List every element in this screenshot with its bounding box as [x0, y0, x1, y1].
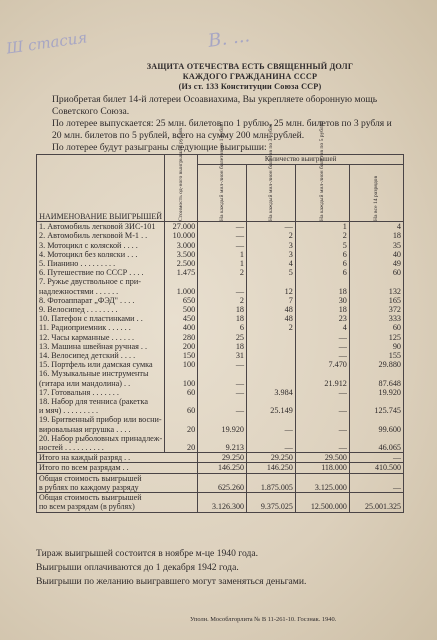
count-3rub-cell [247, 351, 296, 360]
count-1rub-cell: — [198, 287, 247, 296]
prize-name-cell: 13. Машина швейная ручная . . [37, 342, 165, 351]
count-1rub-cell: 18 [198, 305, 247, 314]
col-header-count: Количество выигрышей [198, 155, 404, 165]
prize-row [37, 259, 404, 268]
count-all-cell: 99.600 [349, 425, 403, 434]
prize-cost-cell: 27.000 [165, 222, 198, 232]
count-3rub-cell: — [247, 425, 296, 434]
count-all-cell: 125.745 [349, 406, 403, 415]
summary-label-line: в рублях по каждому разряду [39, 482, 139, 492]
summary-cell: — [349, 453, 403, 463]
count-all-cell [349, 369, 403, 378]
count-all-cell: 49 [349, 259, 403, 268]
prize-cost-cell: 20 [165, 425, 198, 434]
count-1rub-cell: — [198, 241, 247, 250]
col-header-1rub [198, 122, 247, 222]
prize-name-cell: 3. Мотоцикл с коляской . . . . [37, 241, 165, 250]
count-5rub-cell: 1 [295, 222, 349, 232]
prize-name-cell: надлежностями . . . . . . [37, 287, 165, 296]
prize-name-cell: 6. Путешествие по СССР . . . . [37, 268, 165, 277]
count-1rub-cell: 18 [198, 342, 247, 351]
summary-cell: 25.001.325 [349, 493, 403, 512]
prize-name-cell: 15. Портфель или дамская сумка [37, 360, 165, 369]
count-5rub-cell: 30 [295, 296, 349, 305]
count-1rub-cell: — [198, 231, 247, 240]
prize-row [37, 277, 404, 286]
footer-line-2: Выигрыши оплачиваются до 1 декабря 1942 года. [36, 562, 239, 573]
count-all-cell: 46.065 [349, 443, 403, 453]
count-1rub-cell: 6 [198, 323, 247, 332]
count-1rub-cell: 2 [198, 296, 247, 305]
count-3rub-cell: — [247, 222, 296, 232]
count-all-cell: 29.880 [349, 360, 403, 369]
summary-label: Итого по всем разрядам . . [37, 463, 198, 473]
count-5rub-cell: 6 [295, 268, 349, 277]
prize-name-cell: вировальная игрушка . . . . [37, 425, 165, 434]
prize-name-cell: 18. Набор для тенниса (ракетка [37, 397, 165, 406]
count-5rub-cell: 18 [295, 305, 349, 314]
summary-row-per-razryad [37, 453, 404, 463]
prize-row [37, 305, 404, 314]
prize-row [37, 434, 404, 443]
prize-cost-cell: 280 [165, 333, 198, 342]
prize-row [37, 406, 404, 415]
count-3rub-cell: 5 [247, 268, 296, 277]
prize-row [37, 333, 404, 342]
count-1rub-cell [198, 434, 247, 443]
summary-cell: 3.126.300 [198, 493, 247, 512]
count-5rub-cell: 6 [295, 259, 349, 268]
prize-row [37, 250, 404, 259]
count-1rub-cell: 31 [198, 351, 247, 360]
count-3rub-cell [247, 415, 296, 424]
count-1rub-cell: — [198, 388, 247, 397]
prize-cost-cell: 100 [165, 360, 198, 369]
prize-name-cell: 17. Готовальня . . . . . . . [37, 388, 165, 397]
prize-cost-cell [165, 434, 198, 443]
prize-row [37, 287, 404, 296]
count-5rub-cell [295, 369, 349, 378]
count-all-cell: 132 [349, 287, 403, 296]
summary-cell: 146.250 [198, 463, 247, 473]
summary-cell: 1.875.005 [247, 473, 296, 492]
prize-cost-cell: 3.000 [165, 241, 198, 250]
summary-rows [37, 453, 404, 512]
prize-cost-cell: 200 [165, 342, 198, 351]
count-3rub-cell: 25.149 [247, 406, 296, 415]
count-3rub-cell [247, 360, 296, 369]
handwritten-note-left: Ш стасия [5, 28, 89, 58]
prize-name-cell: и мяч) . . . . . . . . . [37, 406, 165, 415]
count-all-cell: 333 [349, 314, 403, 323]
count-3rub-cell: — [247, 443, 296, 453]
prize-cost-cell: 10.000 [165, 231, 198, 240]
count-1rub-cell [198, 277, 247, 286]
prize-row [37, 351, 404, 360]
prize-name-cell: 10. Патефон с пластинками . . [37, 314, 165, 323]
count-5rub-cell: — [295, 342, 349, 351]
count-1rub-cell [198, 415, 247, 424]
count-all-cell: 125 [349, 333, 403, 342]
prize-name-cell: 4. Мотоцикл без коляски . . . [37, 250, 165, 259]
count-1rub-cell: 9.213 [198, 443, 247, 453]
footer-line-1: Тираж выигрышей состоится в ноябре м-це 1940 года. [36, 548, 259, 559]
count-3rub-cell [247, 333, 296, 342]
col-header-cost-text: Стоимость од-ного выигрыша в рублях [178, 127, 185, 222]
count-5rub-cell: 21.912 [295, 379, 349, 388]
prize-cost-cell: 60 [165, 406, 198, 415]
count-1rub-cell: — [198, 406, 247, 415]
count-3rub-cell: 3 [247, 250, 296, 259]
footer-line-3: Выигрыши по желанию выигравшего могут заменяться деньгами. [36, 576, 307, 587]
intro-p2-text: По лотерее выпускается: 25 млн. билетов по 1 рублю, 25 млн. билетов по 3 рубля и 20 млн. билетов по 5 рублей, всего на сумму 200 млн. рублей. [52, 118, 392, 141]
count-3rub-cell: 2 [247, 231, 296, 240]
prize-cost-cell [165, 415, 198, 424]
count-all-cell: 90 [349, 342, 403, 351]
count-1rub-cell [198, 397, 247, 406]
header-line-1: ЗАЩИТА ОТЕЧЕСТВА ЕСТЬ СВЯЩЕННЫЙ ДОЛГ [146, 62, 354, 71]
count-5rub-cell [295, 415, 349, 424]
count-3rub-cell [247, 342, 296, 351]
summary-cell: 12.500.000 [295, 493, 349, 512]
count-5rub-cell: — [295, 443, 349, 453]
summary-label: Итого на каждый разряд . . [37, 453, 198, 463]
count-3rub-cell: 2 [247, 323, 296, 332]
handwritten-note-top: В. ... [206, 25, 252, 52]
intro-paragraph-1 [40, 94, 400, 118]
count-5rub-cell: — [295, 388, 349, 397]
summary-label-line: по всем разрядам (в рублях) [39, 502, 135, 512]
prize-cost-cell: 2.500 [165, 259, 198, 268]
count-all-cell: 60 [349, 268, 403, 277]
prize-cost-cell [165, 369, 198, 378]
prize-name-cell: 9. Велосипед . . . . . . . . [37, 305, 165, 314]
prize-row [37, 342, 404, 351]
prize-cost-cell: 500 [165, 305, 198, 314]
count-3rub-cell: 48 [247, 305, 296, 314]
col-header-3rub-text: На каждый мил-лион билетов по 3 рубля [267, 123, 274, 222]
prize-name-cell: 1. Автомобиль легковой ЗИС-101 [37, 222, 165, 232]
count-all-cell: 155 [349, 351, 403, 360]
count-5rub-cell: 7.470 [295, 360, 349, 369]
prize-row [37, 369, 404, 378]
prize-row [37, 222, 404, 232]
count-all-cell [349, 415, 403, 424]
prize-name-cell: 20. Набор рыболовных принадлеж- [37, 434, 165, 443]
count-all-cell: 165 [349, 296, 403, 305]
count-3rub-cell [247, 379, 296, 388]
count-5rub-cell: 23 [295, 314, 349, 323]
summary-cell: 625.260 [198, 473, 247, 492]
prize-name-cell: 2. Автомобиль легковой М-1 . . [37, 231, 165, 240]
prize-name-cell: 8. Фотоаппарат „ФЭД" . . . . [37, 296, 165, 305]
prize-cost-cell: 1.475 [165, 268, 198, 277]
count-3rub-cell: 12 [247, 287, 296, 296]
intro-p1-text: Приобретая билет 14-й лотереи Осоавиахима, Вы укрепляете оборонную мощь Советского Союза. [52, 94, 378, 117]
count-3rub-cell [247, 369, 296, 378]
col-header-all [349, 165, 403, 222]
summary-row-cost-all [37, 493, 404, 512]
prize-name-cell: 5. Пианино . . . . . . . . . [37, 259, 165, 268]
prize-cost-cell: 3.500 [165, 250, 198, 259]
intro-p3-text: По лотерее будут разыграны следующие выигрыши: [52, 142, 267, 153]
count-3rub-cell: 7 [247, 296, 296, 305]
prize-row [37, 379, 404, 388]
count-5rub-cell: 2 [295, 231, 349, 240]
prize-cost-cell [165, 277, 198, 286]
col-header-cost [165, 127, 198, 222]
prize-row [37, 388, 404, 397]
count-3rub-cell [247, 277, 296, 286]
prize-cost-cell: 150 [165, 351, 198, 360]
count-1rub-cell: 19.920 [198, 425, 247, 434]
prize-name-cell: 19. Бритвенный прибор или восни- [37, 415, 165, 424]
summary-cell: 29.250 [198, 453, 247, 463]
prize-cost-cell: 1.000 [165, 287, 198, 296]
prize-name-cell: 11. Радиоприемник . . . . . . [37, 323, 165, 332]
col-header-3rub [247, 123, 296, 222]
prize-cost-cell: 400 [165, 323, 198, 332]
summary-label-line: Общая стоимость выигрышей [39, 493, 142, 503]
prize-row [37, 241, 404, 250]
count-all-cell: 18 [349, 231, 403, 240]
prize-row [37, 314, 404, 323]
count-all-cell: 87.648 [349, 379, 403, 388]
summary-cell: 9.375.025 [247, 493, 296, 512]
summary-cell: 3.125.000 [295, 473, 349, 492]
count-all-cell: 19.920 [349, 388, 403, 397]
count-3rub-cell [247, 397, 296, 406]
count-5rub-cell [295, 434, 349, 443]
prize-row [37, 296, 404, 305]
count-all-cell: 60 [349, 323, 403, 332]
count-1rub-cell [198, 369, 247, 378]
count-5rub-cell [295, 277, 349, 286]
count-3rub-cell: 48 [247, 314, 296, 323]
prize-cost-cell: 20 [165, 443, 198, 453]
summary-cell: 29.250 [247, 453, 296, 463]
count-5rub-cell: — [295, 425, 349, 434]
count-all-cell [349, 434, 403, 443]
count-5rub-cell: 18 [295, 287, 349, 296]
summary-cell: 146.250 [247, 463, 296, 473]
count-all-cell: 40 [349, 250, 403, 259]
prize-name-cell: 14. Велосипед детский . . . . [37, 351, 165, 360]
prize-row [37, 268, 404, 277]
prize-row [37, 415, 404, 424]
prize-row [37, 425, 404, 434]
count-1rub-cell: 18 [198, 314, 247, 323]
prize-row [37, 397, 404, 406]
summary-cell: 29.500 [295, 453, 349, 463]
count-5rub-cell: 4 [295, 323, 349, 332]
prize-name-cell: ностей . . . . . . . . . . [37, 443, 165, 453]
prize-name-cell: 16. Музыкальные инструменты [37, 369, 165, 378]
prize-row [37, 323, 404, 332]
header-line-2: КАЖДОГО ГРАЖДАНИНА СССР [182, 72, 318, 81]
prize-cost-cell: 650 [165, 296, 198, 305]
count-1rub-cell: — [198, 360, 247, 369]
count-all-cell [349, 397, 403, 406]
summary-label-line: Общая стоимость выигрышей [39, 473, 142, 483]
count-all-cell: 35 [349, 241, 403, 250]
prize-cost-cell: 60 [165, 388, 198, 397]
count-all-cell: 372 [349, 305, 403, 314]
count-5rub-cell [295, 397, 349, 406]
prize-name-cell: 12. Часы карманные . . . . . . [37, 333, 165, 342]
prize-row [37, 231, 404, 240]
count-3rub-cell: 3.984 [247, 388, 296, 397]
col-header-1rub-text: На каждый мил-лион билетов по 1 рублю [219, 122, 226, 222]
count-all-cell: 4 [349, 222, 403, 232]
summary-label [37, 493, 198, 512]
prize-name-cell: (гитара или мандолина) . . [37, 379, 165, 388]
col-header-all-text: На все 14 разрядов [373, 176, 380, 222]
summary-label [37, 473, 198, 492]
count-1rub-cell: — [198, 222, 247, 232]
summary-row-cost-per [37, 473, 404, 492]
count-5rub-cell: — [295, 351, 349, 360]
prize-row [37, 360, 404, 369]
count-5rub-cell: 6 [295, 250, 349, 259]
count-3rub-cell: 4 [247, 259, 296, 268]
count-1rub-cell: 2 [198, 268, 247, 277]
summary-row-all-razryady [37, 463, 404, 473]
count-3rub-cell [247, 434, 296, 443]
count-1rub-cell: 1 [198, 259, 247, 268]
col-header-5rub-text: На каждый мил-лион билетов по 5 рублей [319, 121, 326, 222]
prize-cost-cell: 100 [165, 379, 198, 388]
count-1rub-cell: — [198, 379, 247, 388]
summary-cell: — [349, 473, 403, 492]
prize-cost-cell [165, 397, 198, 406]
count-5rub-cell: — [295, 406, 349, 415]
prize-row [37, 443, 404, 453]
summary-cell: 118.000 [295, 463, 349, 473]
prize-rows [37, 222, 404, 453]
imprint: Уполн. Мособлгорлита № В 11-261-10. Госзнак. 1940. [190, 616, 337, 623]
prize-cost-cell: 450 [165, 314, 198, 323]
count-all-cell [349, 277, 403, 286]
count-1rub-cell: 25 [198, 333, 247, 342]
col-header-name: НАИМЕНОВАНИЕ ВЫИГРЫШЕЙ [37, 155, 165, 222]
count-1rub-cell: 1 [198, 250, 247, 259]
count-3rub-cell: 3 [247, 241, 296, 250]
header-line-3: (Из ст. 133 Конституции Союза ССР) [178, 82, 322, 91]
prize-name-cell: 7. Ружье двуствольное с при- [37, 277, 165, 286]
summary-cell: 410.500 [349, 463, 403, 473]
count-5rub-cell: 5 [295, 241, 349, 250]
count-5rub-cell: — [295, 333, 349, 342]
